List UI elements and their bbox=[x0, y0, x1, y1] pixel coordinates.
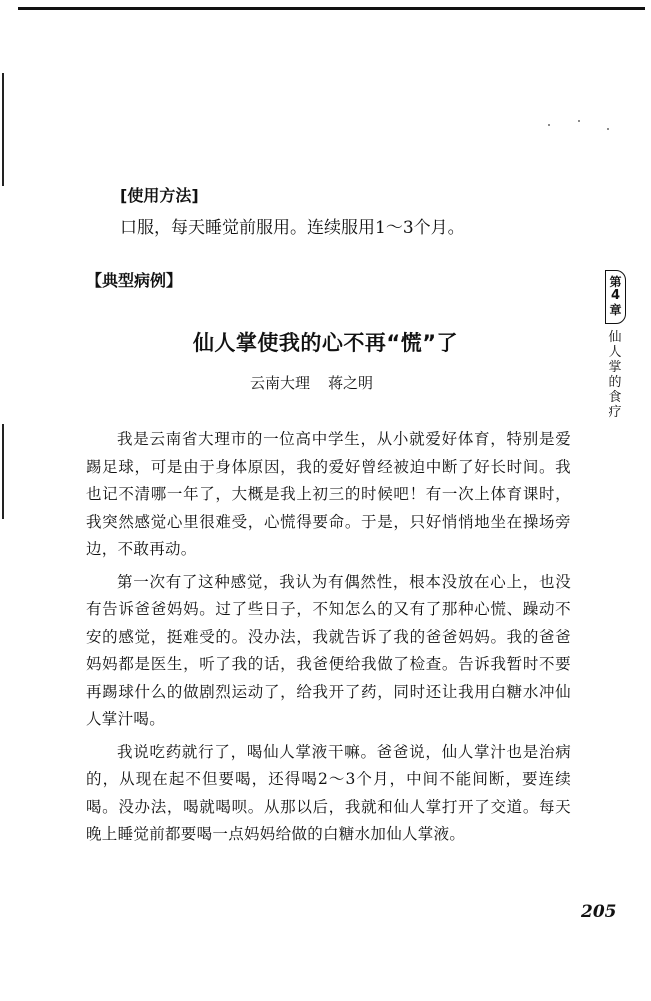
chapter-char: 4 bbox=[610, 288, 621, 303]
usage-text: 口服，每天睡觉前服用。连续服用1～3个月。 bbox=[120, 218, 465, 238]
left-edge-mark-bottom bbox=[2, 424, 4, 519]
chapter-title-char: 掌 bbox=[608, 360, 622, 375]
paragraph: 第一次有了这种感觉，我认为有偶然性，根本没放在心上，也没有告诉爸爸妈妈。过了些日子，不知怎么的又有了那种心慌、躁动不安的感觉，挺难受的。没办法，我就告诉了我的爸爸妈妈。我的爸爸妈妈都是医生，听了我的话，我爸便给我做了检查。告诉我暂时不要再踢球什么的做剧烈运动了，给我开了药，同时还让我用白糖水冲仙人掌汁喝。 bbox=[86, 572, 571, 728]
chapter-title-char: 食 bbox=[608, 390, 622, 405]
article-title: 仙人掌使我的心不再“慌”了 bbox=[192, 331, 459, 355]
usage-heading: [使用方法] bbox=[120, 186, 199, 205]
case-heading: 【典型病例】 bbox=[86, 271, 183, 290]
chapter-char: 第 bbox=[609, 275, 622, 289]
chapter-title bbox=[605, 330, 625, 420]
article-body bbox=[86, 426, 571, 854]
chapter-title-char: 疗 bbox=[608, 405, 622, 420]
chapter-tab bbox=[605, 270, 627, 420]
paragraph: 我说吃药就行了，喝仙人掌液干嘛。爸爸说，仙人掌汁也是治病的，从现在起不但要喝，还得喝2～3个月，中间不能间断，要连续喝。没办法，喝就喝呗。从那以后，我就和仙人掌打开了交道。每天晚上睡觉前都要喝一点妈妈给做的白糖水加仙人掌液。 bbox=[86, 742, 571, 843]
chapter-title-char: 人 bbox=[608, 345, 622, 360]
page-number: 205 bbox=[581, 902, 617, 922]
byline-place: 云南大理 bbox=[250, 374, 311, 392]
byline bbox=[250, 372, 373, 393]
chapter-title-char: 的 bbox=[608, 375, 622, 390]
chapter-char: 章 bbox=[609, 303, 622, 317]
byline-author: 蒋之明 bbox=[328, 374, 374, 392]
scan-speck bbox=[607, 128, 609, 130]
scan-speck bbox=[578, 120, 580, 122]
chapter-number-box bbox=[605, 270, 626, 324]
top-rule bbox=[18, 7, 645, 10]
chapter-title-char: 仙 bbox=[608, 330, 622, 345]
paragraph: 我是云南省大理市的一位高中学生，从小就爱好体育，特别是爱踢足球，可是由于身体原因，我的爱好曾经被迫中断了好长时间。我也记不清哪一年了，大概是我上初三的时候吧！有一次上体育课时，我突然感觉心里很难受，心慌得要命。于是，只好悄悄地坐在操场旁边，不敢再动。 bbox=[86, 430, 571, 558]
scan-speck bbox=[548, 124, 550, 126]
left-edge-mark-top bbox=[2, 73, 4, 186]
